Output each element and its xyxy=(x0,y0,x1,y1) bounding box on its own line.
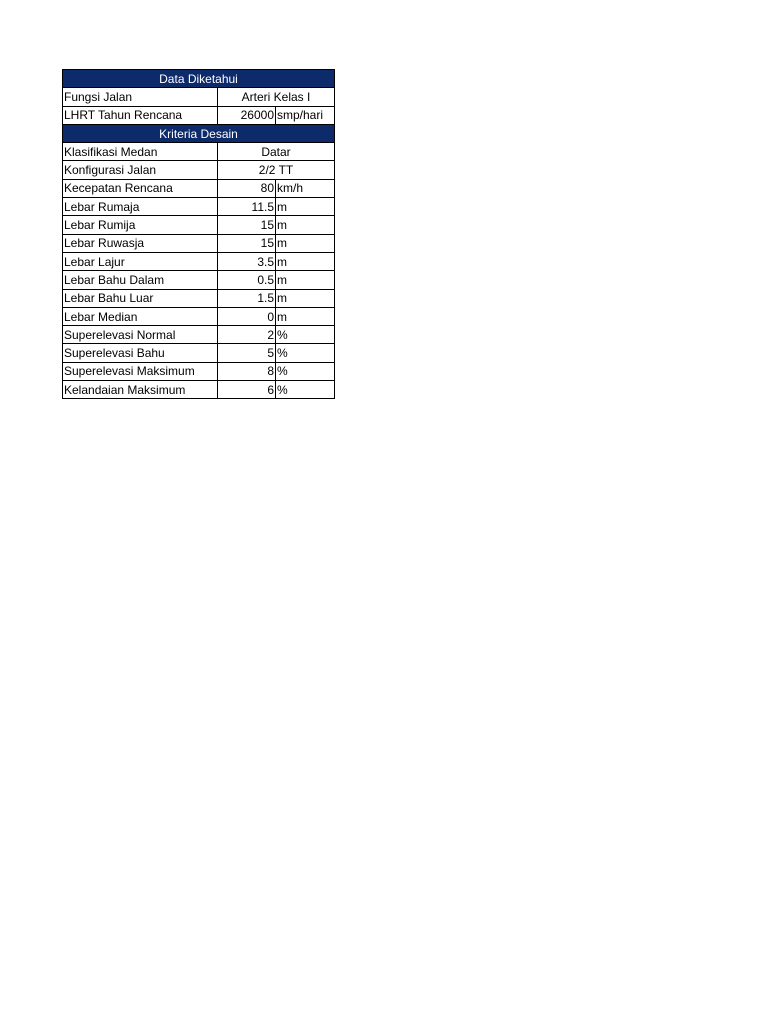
row-label-cell[interactable]: Superelevasi Maksimum xyxy=(63,362,218,380)
row-unit-cell[interactable]: km/h xyxy=(276,179,335,197)
row-label-cell[interactable]: Lebar Lajur xyxy=(63,252,218,270)
row-label-cell[interactable]: Lebar Median xyxy=(63,307,218,325)
row-value-cell[interactable]: 0.5 xyxy=(218,271,276,289)
table-row xyxy=(63,216,335,234)
row-value-merged-cell[interactable]: 2/2 TT xyxy=(218,161,335,179)
row-label-cell[interactable]: Fungsi Jalan xyxy=(63,88,218,106)
row-unit-cell[interactable]: m xyxy=(276,198,335,216)
table-row xyxy=(63,307,335,325)
section-header-row xyxy=(63,70,335,88)
row-label-cell[interactable]: Lebar Rumija xyxy=(63,216,218,234)
row-label-cell[interactable]: Lebar Ruwasja xyxy=(63,234,218,252)
row-label-cell[interactable]: Lebar Bahu Luar xyxy=(63,289,218,307)
row-value-cell[interactable]: 15 xyxy=(218,216,276,234)
table-row xyxy=(63,326,335,344)
data-table-body xyxy=(63,70,335,399)
row-unit-cell[interactable]: m xyxy=(276,271,335,289)
row-unit-cell[interactable]: m xyxy=(276,252,335,270)
row-value-cell[interactable]: 8 xyxy=(218,362,276,380)
table-row xyxy=(63,252,335,270)
table-row xyxy=(63,106,335,124)
row-label-cell[interactable]: Lebar Rumaja xyxy=(63,198,218,216)
table-row xyxy=(63,234,335,252)
row-value-cell[interactable]: 2 xyxy=(218,326,276,344)
table-row xyxy=(63,88,335,106)
section-header[interactable]: Kriteria Desain xyxy=(63,124,335,142)
table-row xyxy=(63,161,335,179)
row-value-cell[interactable]: 15 xyxy=(218,234,276,252)
row-value-merged-cell[interactable]: Arteri Kelas I xyxy=(218,88,335,106)
row-value-cell[interactable]: 26000 xyxy=(218,106,276,124)
row-label-cell[interactable]: Kecepatan Rencana xyxy=(63,179,218,197)
row-unit-cell[interactable]: m xyxy=(276,307,335,325)
row-value-cell[interactable]: 3.5 xyxy=(218,252,276,270)
row-value-merged-cell[interactable]: Datar xyxy=(218,143,335,161)
row-unit-cell[interactable]: % xyxy=(276,362,335,380)
row-unit-cell[interactable]: m xyxy=(276,234,335,252)
table-row xyxy=(63,143,335,161)
row-unit-cell[interactable]: % xyxy=(276,344,335,362)
row-value-cell[interactable]: 11.5 xyxy=(218,198,276,216)
row-value-cell[interactable]: 6 xyxy=(218,381,276,399)
table-row xyxy=(63,179,335,197)
table-row xyxy=(63,271,335,289)
spreadsheet-area xyxy=(62,69,334,399)
row-label-cell[interactable]: Kelandaian Maksimum xyxy=(63,381,218,399)
row-value-cell[interactable]: 1.5 xyxy=(218,289,276,307)
row-unit-cell[interactable]: smp/hari xyxy=(276,106,335,124)
row-unit-cell[interactable]: m xyxy=(276,289,335,307)
row-label-cell[interactable]: Klasifikasi Medan xyxy=(63,143,218,161)
row-label-cell[interactable]: Superelevasi Normal xyxy=(63,326,218,344)
row-label-cell[interactable]: Konfigurasi Jalan xyxy=(63,161,218,179)
row-value-cell[interactable]: 0 xyxy=(218,307,276,325)
table-row xyxy=(63,198,335,216)
data-table xyxy=(62,69,335,399)
section-header[interactable]: Data Diketahui xyxy=(63,70,335,88)
row-value-cell[interactable]: 5 xyxy=(218,344,276,362)
row-label-cell[interactable]: Lebar Bahu Dalam xyxy=(63,271,218,289)
table-row xyxy=(63,289,335,307)
row-unit-cell[interactable]: % xyxy=(276,381,335,399)
table-row xyxy=(63,362,335,380)
section-header-row xyxy=(63,124,335,142)
row-unit-cell[interactable]: % xyxy=(276,326,335,344)
table-row xyxy=(63,381,335,399)
table-row xyxy=(63,344,335,362)
row-label-cell[interactable]: LHRT Tahun Rencana xyxy=(63,106,218,124)
row-value-cell[interactable]: 80 xyxy=(218,179,276,197)
row-unit-cell[interactable]: m xyxy=(276,216,335,234)
row-label-cell[interactable]: Superelevasi Bahu xyxy=(63,344,218,362)
